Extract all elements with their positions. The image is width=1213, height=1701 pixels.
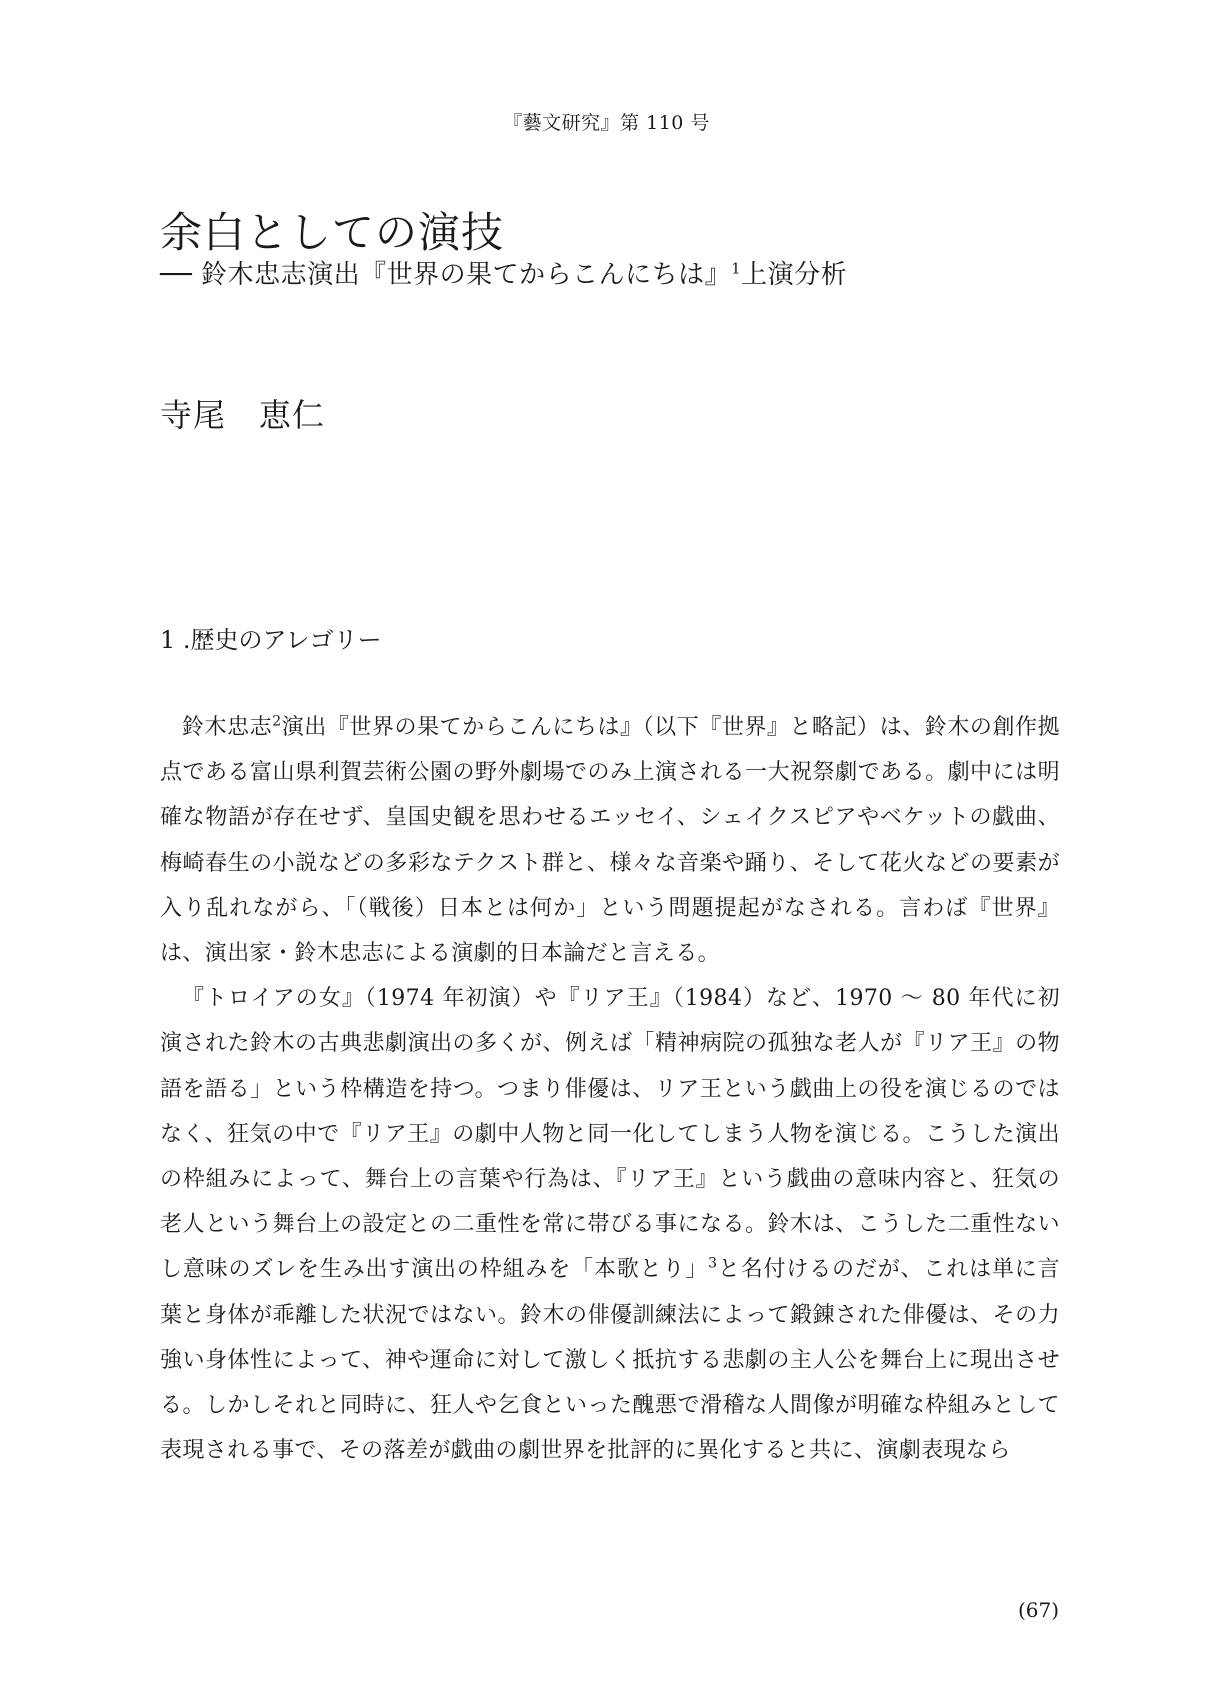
paragraph-text: と名付けるのだが、これは単に言葉と身体が乖離した状況ではない。鈴木の俳優訓練法によって鍛錬された俳優は、その力強い身体性によって、神や運命に対して激しく抵抗する悲劇の主人公を舞台上に現出させる。しかしそれと同時に、狂人や乞食といった醜悪で滑稽な人間像が明確な枠組みとして表現される事で、その落差が戯曲の劇世界を批評的に異化すると共に、演劇表現なら <box>160 1257 1060 1464</box>
author-name: 寺尾 恵仁 <box>160 396 326 434</box>
article-title: 余白としての演技 <box>160 208 505 257</box>
paragraph-text: 『トロイアの女』（1974 年初演）や『リア王』（1984）など、1970 ～ 80 年代に初演された鈴木の古典悲劇演出の多くが、例えば「精神病院の孤独な老人が『リア王』の物語を語る」という枠構造を持つ。つまり俳優は、リア王という戯曲上の役を演じるのではなく、狂気の中で『リア王』の劇中人物と同一化してしまう人物を演じる。こうした演出の枠組みによって、舞台上の言葉や行為は、『リア王』という戯曲の意味内容と、狂気の老人という舞台上の設定との二重性を常に帯びる事になる。鈴木は、こうした二重性ないし意味のズレを生み出す演出の枠組みを「本歌とり」 <box>160 986 1060 1283</box>
page-number: (67) <box>1018 1598 1060 1622</box>
subtitle-text: ── 鈴木忠志演出『世界の果てからこんにちは』 <box>160 260 732 290</box>
body-text <box>160 705 1060 1473</box>
paragraph-text: 鈴木忠志 <box>182 715 273 740</box>
article-subtitle <box>160 254 847 291</box>
paragraph-text: 演出『世界の果てからこんにちは』（以下『世界』と略記）は、鈴木の創作拠点である富山県利賀芸術公園の野外劇場でのみ上演される一大祝祭劇である。劇中には明確な物語が存在せず、皇国史観を思わせるエッセイ、シェイクスピアやベケットの戯曲、梅崎春生の小説などの多彩なテクスト群と、様々な音楽や踊り、そして花火などの要素が入り乱れながら、「（戦後）日本とは何か」という問題提起がなされる。言わば『世界』は、演出家・鈴木忠志による演劇的日本論だと言える。 <box>160 715 1060 967</box>
journal-header: 『藝文研究』第 110 号 <box>503 112 710 134</box>
subtitle-end: 上演分析 <box>741 260 848 290</box>
footnote-ref-1[interactable]: 1 <box>731 259 742 278</box>
paragraph <box>160 705 1060 976</box>
footnote-ref-2[interactable]: 2 <box>272 713 282 730</box>
section-heading: 1 .歴史のアレゴリー <box>160 626 382 654</box>
footnote-ref-3[interactable]: 3 <box>708 1256 718 1273</box>
paragraph <box>160 976 1060 1473</box>
